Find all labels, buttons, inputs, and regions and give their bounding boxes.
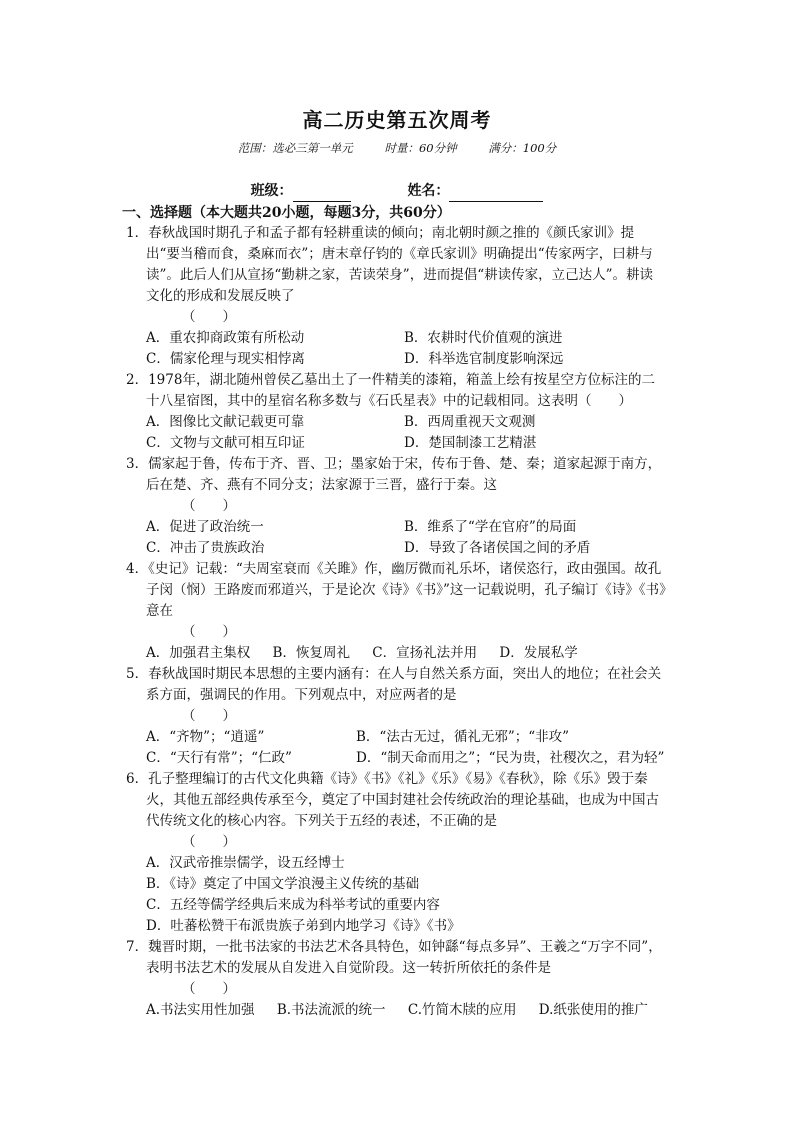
option-d: D．导致了各诸侯国之间的矛盾 bbox=[404, 540, 591, 556]
name-label: 姓名： bbox=[407, 183, 450, 199]
question-7 bbox=[126, 937, 666, 1021]
class-blank[interactable] bbox=[293, 185, 351, 202]
name-blank[interactable] bbox=[449, 185, 543, 202]
option-c: C．儒家伦理与现实相悖离 bbox=[146, 351, 305, 367]
question-list bbox=[126, 223, 666, 1021]
question-6 bbox=[126, 769, 666, 937]
option-c: C．文物与文献可相互印证 bbox=[146, 435, 305, 451]
option-list bbox=[126, 517, 666, 559]
question-3 bbox=[126, 454, 666, 559]
option-d: D.纸张使用的推广 bbox=[538, 1002, 648, 1018]
answer-paren: （ ） bbox=[182, 708, 236, 724]
option-b: B．农耕时代价值观的演进 bbox=[404, 330, 563, 346]
option-c: C．冲击了贵族政治 bbox=[146, 540, 265, 556]
question-1 bbox=[126, 223, 666, 370]
option-c: C.竹简木牍的应用 bbox=[407, 1002, 517, 1018]
exam-score: 满分：100分 bbox=[488, 141, 557, 155]
question-stem: 2．1978年，湖北随州曾侯乙墓出土了一件精美的漆箱，箱盖上绘有按星空方位标注的二十八星宿图，其中的星宿名称多数与《石氏星表》中的记载相同。这表明（ ） bbox=[126, 372, 655, 409]
exam-title: 高二历史第五次周考 bbox=[302, 108, 492, 132]
question-stem: 1．春秋战国时期孔子和孟子都有轻耕重读的倾向；南北朝时颜之推的《颜氏家训》提出“要当稽而食，桑麻而衣”；唐末章仔钧的《章氏家训》明确提出“传家两字，曰耕与读”。此后人们从宣扬“勤耕之家，苦读荣身”，进而提倡“耕读传家，立己达人”。耕读文化的形成和发展反映了 bbox=[126, 225, 654, 304]
student-info bbox=[0, 180, 794, 202]
question-4 bbox=[126, 559, 666, 664]
option-b: B.书法流派的统一 bbox=[276, 1002, 386, 1018]
option-d: D．楚国制漆工艺精湛 bbox=[404, 435, 537, 451]
option-b: B．“法古无过，循礼无邪”；“非攻” bbox=[356, 729, 570, 745]
option-list bbox=[126, 643, 666, 664]
exam-time: 时量：60分钟 bbox=[384, 141, 457, 155]
question-2 bbox=[126, 370, 666, 454]
question-stem: 4．《史记》记载：“夫周室衰而《关雎》作，幽厉微而礼乐坏，诸侯恣行，政由强国。故孔子闵（悯）王路废而邪道兴，于是论次《诗》《书》”这一记载说明，孔子编订《诗》《书》意在 bbox=[126, 561, 666, 619]
option-a: A.书法实用性加强 bbox=[146, 1002, 255, 1018]
option-c: C．宣扬礼法并用 bbox=[372, 645, 478, 661]
question-5 bbox=[126, 664, 666, 769]
answer-paren: （ ） bbox=[182, 834, 236, 850]
answer-paren: （ ） bbox=[182, 498, 236, 514]
option-a: A．加强君主集权 bbox=[146, 645, 251, 661]
exam-meta bbox=[0, 140, 794, 156]
option-a: A．图像比文献记载更可靠 bbox=[146, 414, 305, 430]
option-list bbox=[126, 1000, 666, 1021]
question-stem: 7．魏晋时期，一批书法家的书法艺术各具特色，如钟繇“每点多异”、王羲之“万字不同”，表明书法艺术的发展从自发进入自觉阶段。这一转折所依托的条件是 bbox=[126, 939, 662, 976]
answer-paren: （ ） bbox=[182, 309, 236, 325]
option-a: A．重农抑商政策有所松动 bbox=[146, 330, 305, 346]
question-stem: 5．春秋战国时期民本思想的主要内涵有：在人与自然关系方面，突出人的地位；在社会关系方面，强调民的作用。下列观点中，对应两者的是 bbox=[126, 666, 662, 703]
exam-scope: 范围：选必三第一单元 bbox=[237, 141, 353, 155]
option-b: B．恢复周礼 bbox=[272, 645, 350, 661]
option-d: D．科举选官制度影响深远 bbox=[404, 351, 564, 367]
option-b: B．维系了“学在官府”的局面 bbox=[404, 519, 577, 535]
option-list bbox=[126, 853, 666, 937]
option-d: D．“制天命而用之”；“民为贵，社稷次之，君为轻” bbox=[356, 750, 665, 766]
option-a: A．“齐物”；“逍遥” bbox=[146, 729, 265, 745]
option-c: C．五经等儒学经典后来成为科举考试的重要内容 bbox=[146, 897, 440, 913]
name-field bbox=[407, 180, 543, 202]
option-a: A．促进了政治统一 bbox=[146, 519, 264, 535]
option-a: A．汉武帝推崇儒学，设五经博士 bbox=[146, 855, 345, 871]
answer-paren: （ ） bbox=[182, 981, 236, 997]
option-list bbox=[126, 328, 666, 370]
option-b: B．西周重视天文观测 bbox=[404, 414, 536, 430]
question-stem: 6．孔子整理编订的古代文化典籍《诗》《书》《礼》《乐》《易》《春秋》，除《乐》毁于秦火，其他五部经典传承至今，奠定了中国封建社会传统政治的理论基础，也成为中国古代传统文化的核心内容。下列关于五经的表述，不正确的是 bbox=[126, 771, 659, 829]
option-list bbox=[126, 412, 666, 454]
option-d: D．吐蕃松赞干布派贵族子弟到内地学习《诗》《书》 bbox=[146, 918, 461, 934]
class-field bbox=[251, 180, 351, 202]
class-label: 班级： bbox=[250, 183, 293, 199]
answer-paren: （ ） bbox=[182, 624, 236, 640]
question-stem: 3．儒家起于鲁，传布于齐、晋、卫；墨家始于宋，传布于鲁、楚、秦；道家起源于南方，后在楚、齐、燕有不同分支；法家源于三晋，盛行于秦。这 bbox=[126, 456, 662, 493]
option-list bbox=[126, 727, 666, 769]
section-title: 一、选择题（本大题共20小题，每题3分，共60分） bbox=[122, 205, 451, 221]
option-b: B．《诗》奠定了中国文学浪漫主义传统的基础 bbox=[146, 876, 420, 892]
option-d: D．发展私学 bbox=[499, 645, 578, 661]
option-c: C．“天行有常”；“仁政” bbox=[146, 750, 292, 766]
